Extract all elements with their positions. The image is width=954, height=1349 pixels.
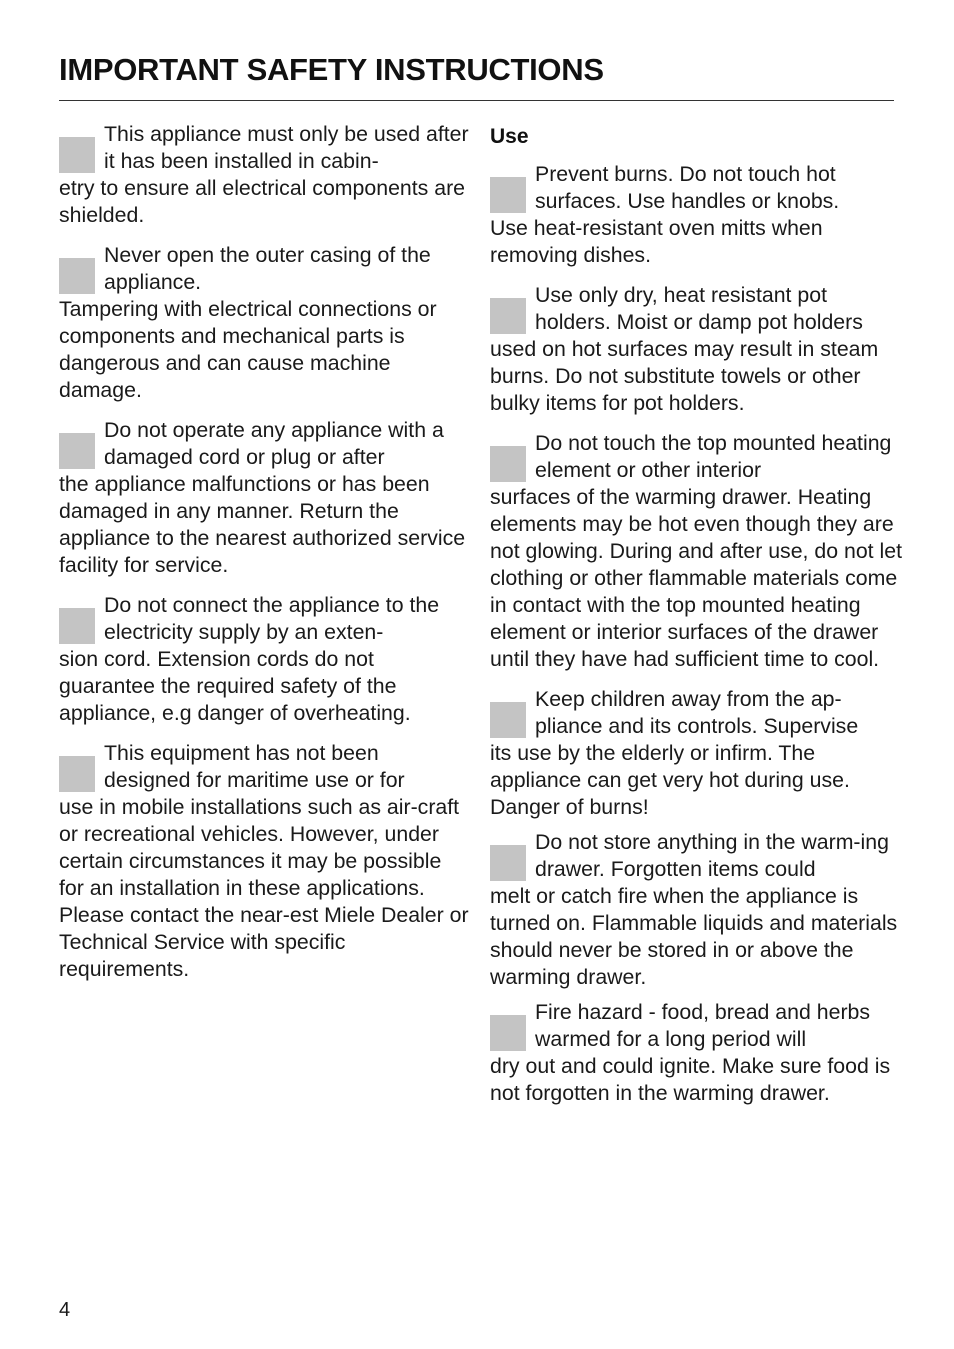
safety-instruction (59, 740, 469, 983)
safety-instruction (59, 121, 469, 229)
page-number: 4 (59, 1299, 71, 1321)
instruction-lead-text: Do not touch the top mounted heating element or other interior (535, 431, 892, 482)
instruction-lead-text: This equipment has not been designed for maritime use or for (104, 741, 405, 792)
instruction-body-text: use in mobile installations such as air-craft or recreational vehicles. However, under certain circumstances it may be possible for an installation in these applications. Please contact the near-est Miele Dealer or Technical Service with specific requirements. (59, 795, 469, 981)
instruction-body-text: Use heat-resistant oven mitts when removing dishes. (490, 216, 823, 267)
bullet-marker-icon (59, 433, 95, 469)
bullet-marker-icon (59, 258, 95, 294)
left-column (59, 121, 469, 996)
safety-instruction (59, 242, 469, 404)
bullet-marker-icon (490, 845, 526, 881)
instruction-lead-text: Fire hazard - food, bread and herbs warmed for a long period will (535, 1000, 871, 1051)
instruction-lead-text: Do not connect the appliance to the electricity supply by an exten- (104, 593, 440, 644)
bullet-marker-icon (490, 446, 526, 482)
instruction-body-text: used on hot surfaces may result in steam burns. Do not substitute towels or other bulky items for pot holders. (490, 337, 879, 415)
bullet-marker-icon (59, 756, 95, 792)
bullet-marker-icon (490, 298, 526, 334)
bullet-marker-icon (59, 137, 95, 173)
safety-instruction (490, 430, 902, 673)
instruction-body-text: Tampering with electrical connections or components and mechanical parts is dangerous and can cause machine damage. (59, 297, 437, 402)
safety-instruction (59, 417, 469, 579)
bullet-marker-icon (490, 702, 526, 738)
section-heading-use: Use (490, 125, 529, 148)
instruction-body-text: dry out and could ignite. Make sure food is not forgotten in the warming drawer. (490, 1054, 891, 1105)
instruction-body-text: the appliance malfunctions or has been damaged in any manner. Return the appliance to the nearest authorized service facility for service. (59, 472, 466, 577)
instruction-body-text: surfaces of the warming drawer. Heating elements may be hot even though they are not glowing. During and after use, do not let clothing or other flammable materials come in contact with the top mounted heating element or interior surfaces of the drawer until they have had sufficient time to cool. (490, 485, 903, 671)
instruction-body-text: etry to ensure all electrical components are shielded. (59, 176, 466, 227)
instruction-lead-text: Prevent burns. Do not touch hot surfaces. Use handles or knobs. (535, 162, 840, 213)
instruction-lead-text: This appliance must only be used after it has been installed in cabin- (104, 122, 469, 173)
instruction-lead-text: Do not store anything in the warm-ing drawer. Forgotten items could (535, 830, 889, 881)
instruction-body-text: sion cord. Extension cords do not guarantee the required safety of the appliance, e.g danger of overheating. (59, 647, 411, 725)
safety-instruction (490, 829, 902, 991)
instruction-lead-text: Keep children away from the ap-pliance and its controls. Supervise (535, 687, 859, 738)
safety-instruction (490, 161, 902, 269)
bullet-marker-icon (490, 1015, 526, 1051)
page-title: IMPORTANT SAFETY INSTRUCTIONS (59, 52, 604, 87)
safety-instruction (490, 999, 902, 1107)
title-divider (59, 100, 894, 101)
instruction-body-text: melt or catch fire when the appliance is turned on. Flammable liquids and materials should never be stored in or above the warming drawer. (490, 884, 898, 989)
bullet-marker-icon (59, 608, 95, 644)
safety-instruction (490, 686, 902, 821)
safety-instruction (490, 282, 902, 417)
bullet-marker-icon (490, 177, 526, 213)
instruction-lead-text: Never open the outer casing of the appliance. (104, 243, 431, 294)
instruction-body-text: its use by the elderly or infirm. The appliance can get very hot during use. Danger of burns! (490, 741, 850, 819)
right-column (490, 121, 902, 1120)
instruction-lead-text: Use only dry, heat resistant pot holders. Moist or damp pot holders (535, 283, 863, 334)
instruction-lead-text: Do not operate any appliance with a damaged cord or plug or after (104, 418, 444, 469)
safety-instruction (59, 592, 469, 727)
